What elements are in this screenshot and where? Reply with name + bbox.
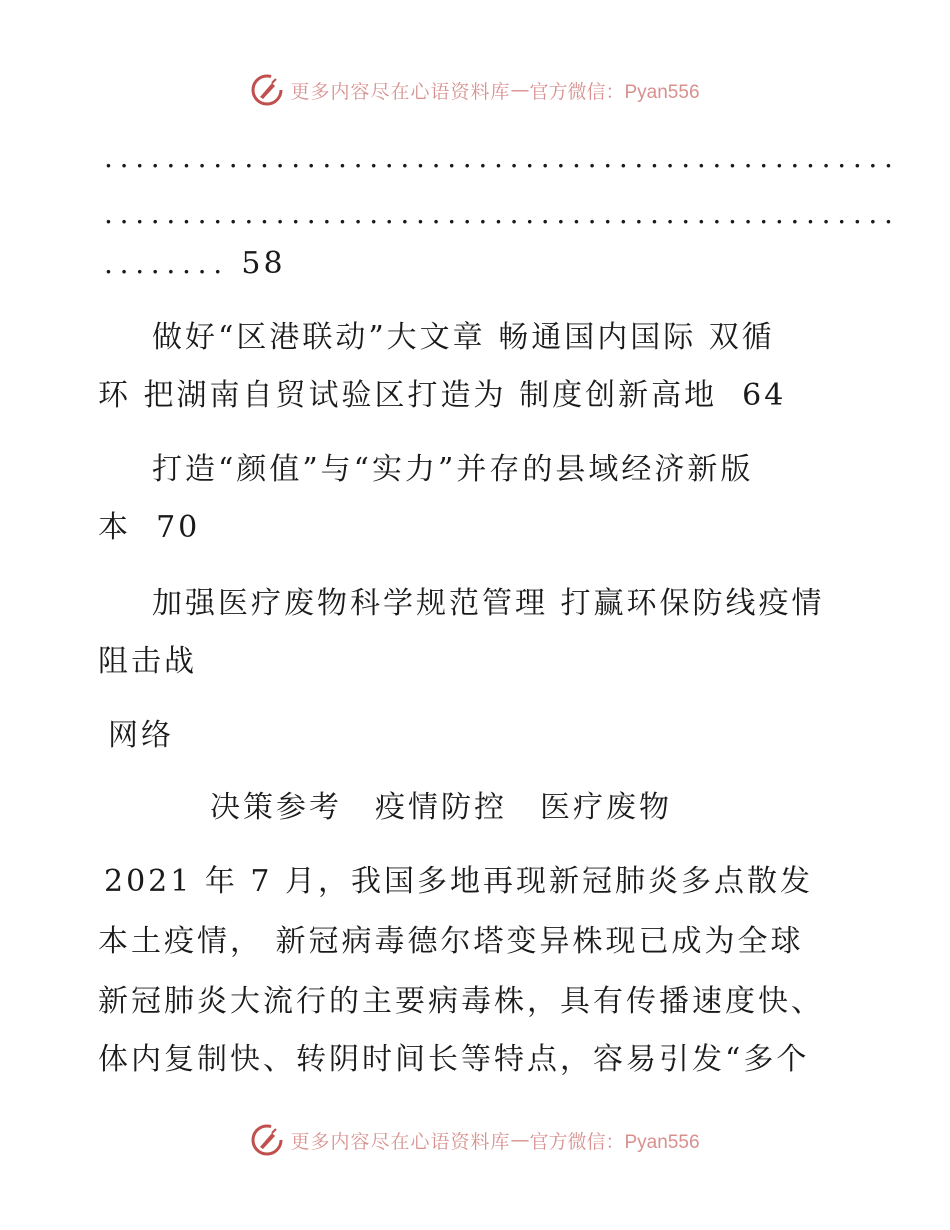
article-title: 加强医疗废物科学规范管理 打赢环保防线疫情 xyxy=(152,586,825,621)
article-tags: 决策参考 疫情防控 医疗废物 xyxy=(210,790,672,825)
article-source: 网络 xyxy=(108,718,174,753)
footer-watermark xyxy=(0,1120,950,1160)
toc-leader-dots: ........ xyxy=(104,247,229,280)
toc-leader-dots: ................................................... xyxy=(104,197,900,230)
toc-entry-end xyxy=(104,244,286,284)
toc-entry-title-cont: 本 xyxy=(98,510,131,545)
paragraph-line: 体内复制快、转阴时间长等特点，容易引发“多个 xyxy=(98,1042,810,1077)
logo-pen-icon xyxy=(250,73,284,107)
paragraph-line: 本土疫情， 新冠病毒德尔塔变异株现已成为全球 xyxy=(98,924,804,959)
watermark-wechat: 官方微信：Pyan556 xyxy=(529,81,700,103)
header-watermark xyxy=(0,70,950,110)
toc-page-number: 58 xyxy=(241,246,286,281)
toc-page-number: 64 xyxy=(742,378,787,413)
toc-entry-title: 打造“颜值”与“实力”并存的县域经济新版 xyxy=(152,452,754,487)
watermark-text: 更多内容尽在心语资料库 xyxy=(290,1130,511,1153)
paragraph-line: 2021 年 7 月，我国多地再现新冠肺炎多点散发 xyxy=(104,864,814,899)
toc-entry-title xyxy=(98,508,200,548)
toc-entry-title: 做好“区港联动”大文章 畅通国内国际 双循 xyxy=(152,320,775,355)
watermark-separator: — xyxy=(510,1129,530,1151)
watermark-separator: — xyxy=(510,79,530,101)
watermark-text: 更多内容尽在心语资料库 xyxy=(290,80,511,103)
article-title-cont: 阻击战 xyxy=(98,644,197,679)
toc-leader-dots: ................................................... xyxy=(104,141,900,174)
paragraph-line: 新冠肺炎大流行的主要病毒株，具有传播速度快、 xyxy=(98,984,824,1019)
toc-page-number: 70 xyxy=(156,510,201,545)
toc-entry-title xyxy=(98,376,786,416)
logo-pen-icon xyxy=(250,1123,284,1157)
toc-entry-title-cont: 环 把湖南自贸试验区打造为 制度创新高地 xyxy=(98,378,718,413)
watermark-wechat: 官方微信：Pyan556 xyxy=(529,1131,700,1153)
